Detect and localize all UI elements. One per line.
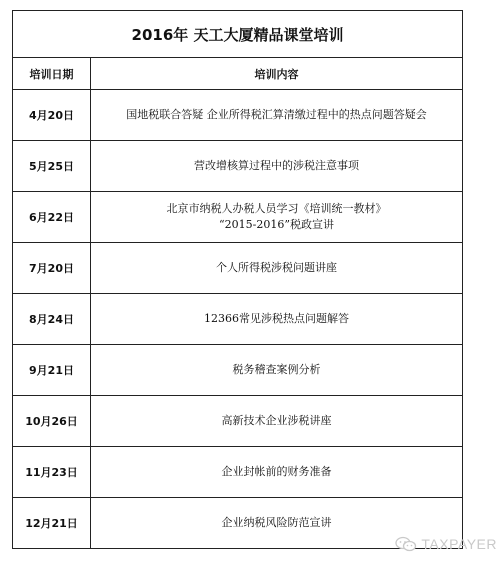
table-title: 2016年 天工大厦精品课堂培训 xyxy=(13,11,463,58)
date-column-header: 培训日期 xyxy=(13,58,91,90)
training-schedule-table xyxy=(12,10,463,549)
training-content xyxy=(91,447,463,498)
training-content xyxy=(91,345,463,396)
training-date: 9月21日 xyxy=(13,345,91,396)
training-content-line: 企业封帐前的财务准备 xyxy=(221,465,332,478)
title-row xyxy=(13,11,463,58)
header-row xyxy=(13,58,463,90)
training-content-line: 高新技术企业涉税讲座 xyxy=(221,414,332,427)
training-content-line: 营改增核算过程中的涉税注意事项 xyxy=(194,159,359,172)
training-content-line: “2015-2016”税政宣讲 xyxy=(219,218,334,231)
table-row xyxy=(13,243,463,294)
table-row xyxy=(13,141,463,192)
watermark xyxy=(395,536,497,552)
training-content xyxy=(91,243,463,294)
schedule-rows xyxy=(13,90,463,549)
training-date: 11月23日 xyxy=(13,447,91,498)
table-row xyxy=(13,294,463,345)
table-row xyxy=(13,90,463,141)
training-date: 6月22日 xyxy=(13,192,91,243)
watermark-text: TAXPAYER xyxy=(421,536,497,552)
training-content xyxy=(91,90,463,141)
training-content-line: 北京市纳税人办税人员学习《培训统一教材》 xyxy=(166,202,387,215)
training-content xyxy=(91,294,463,345)
wechat-icon xyxy=(395,536,417,552)
training-content xyxy=(91,396,463,447)
training-content-line: 税务稽查案例分析 xyxy=(232,363,321,376)
table-row xyxy=(13,345,463,396)
training-date: 12月21日 xyxy=(13,498,91,549)
training-content-line: 个人所得税涉税问题讲座 xyxy=(216,261,337,274)
table-row xyxy=(13,396,463,447)
training-date: 5月25日 xyxy=(13,141,91,192)
training-content xyxy=(91,192,463,243)
training-content xyxy=(91,141,463,192)
training-date: 7月20日 xyxy=(13,243,91,294)
content-column-header: 培训内容 xyxy=(91,58,463,90)
table-row xyxy=(13,192,463,243)
table-row xyxy=(13,447,463,498)
training-content-line: 国地税联合答疑 企业所得税汇算清缴过程中的热点问题答疑会 xyxy=(126,108,427,121)
training-date: 10月26日 xyxy=(13,396,91,447)
training-date: 4月20日 xyxy=(13,90,91,141)
training-date: 8月24日 xyxy=(13,294,91,345)
training-content-line: 12366常见涉税热点问题解答 xyxy=(204,312,349,325)
training-content-line: 企业纳税风险防范宣讲 xyxy=(221,516,332,529)
